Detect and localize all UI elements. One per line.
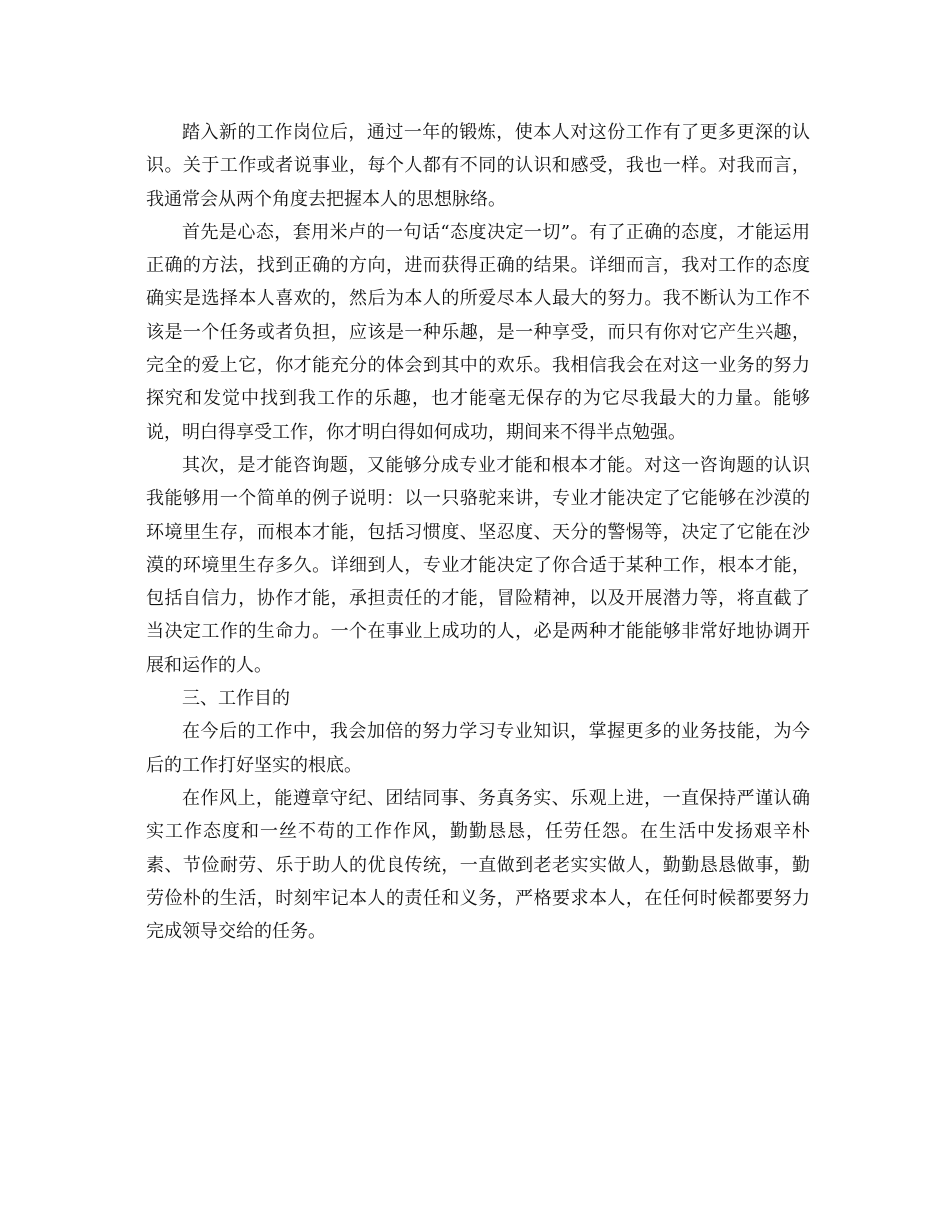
paragraph-work-style: 在作风上，能遵章守纪、团结同事、务真务实、乐观上进，一直保持严谨认确实工作态度和一丝不苟的工作作风，勤勤恳恳，任劳任怨。在生活中发扬艰辛朴素、节俭耐劳、乐于助人的优良传统，一直做到老老实实做人，勤勤恳恳做事，勤劳俭朴的生活，时刻牢记本人的责任和义务，严格要求本人，在任何时候都要努力完成领导交给的任务。 — [146, 787, 810, 943]
paragraph-future-learning: 在今后的工作中，我会加倍的努力学习专业知识，掌握更多的业务技能，为今后的工作打好坚实的根底。 — [146, 721, 810, 776]
paragraph-attitude: 首先是心态，套用米卢的一句话“态度决定一切”。有了正确的态度，才能运用正确的方法，找到正确的方向，进而获得正确的结果。详细而言，我对工作的态度确实是选择本人喜欢的，然后为本人的所爱尽本人最大的努力。我不断认为工作不该是一个任务或者负担，应该是一种乐趣，是一种享受，而只有你对它产生兴趣，完全的爱上它，你才能充分的体会到其中的欢乐。我相信我会在对这一业务的努力探究和发觉中找到我工作的乐趣，也才能毫无保存的为它尽我最大的力量。能够说，明白得享受工作，你才明白得如何成功，期间来不得半点勉强。 — [146, 221, 810, 443]
paragraph-ability: 其次，是才能咨询题，又能够分成专业才能和根本才能。对这一咨询题的认识我能够用一个简单的例子说明：以一只骆驼来讲，专业才能决定了它能够在沙漠的环境里生存，而根本才能，包括习惯度、坚忍度、天分的警惕等，决定了它能在沙漠的环境里生存多久。详细到人，专业才能决定了你合适于某种工作，根本才能，包括自信力，协作才能，承担责任的才能，冒险精神，以及开展潜力等，将直截了当决定工作的生命力。一个在事业上成功的人，必是两种才能能够非常好地协调开展和运作的人。 — [146, 454, 810, 676]
document-body — [146, 116, 810, 948]
section-heading-work-goals: 三、工作目的 — [182, 688, 290, 710]
paragraph-work-reflection: 踏入新的工作岗位后，通过一年的锻炼，使本人对这份工作有了更多更深的认识。关于工作或者说事业，每个人都有不同的认识和感受，我也一样。对我而言，我通常会从两个角度去把握本人的思想脉络。 — [146, 122, 810, 210]
